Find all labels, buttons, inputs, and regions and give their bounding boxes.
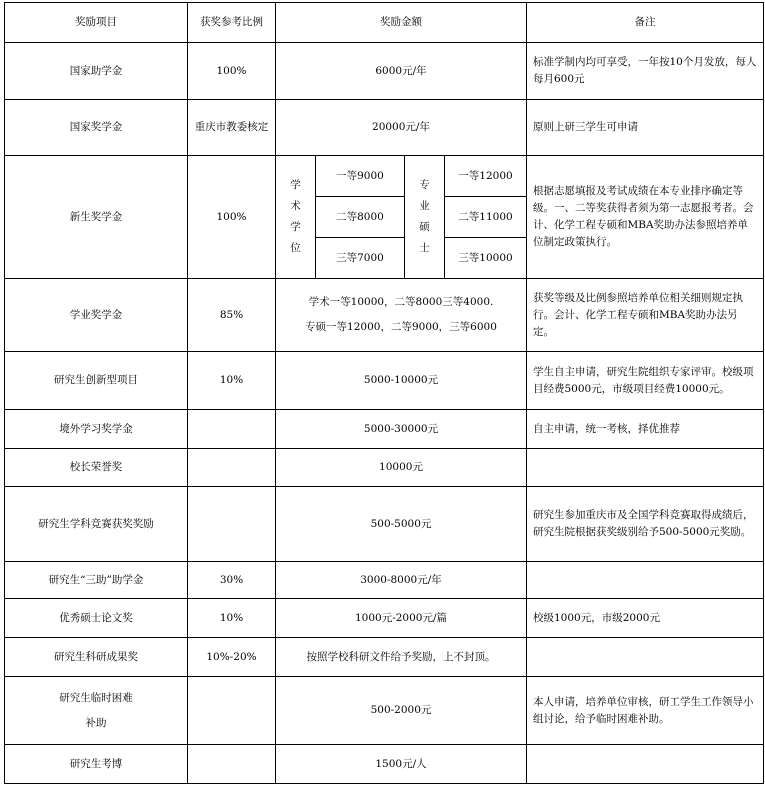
amount-cell: 5000-10000元: [276, 352, 527, 410]
note-cell: 研究生参加重庆市及全国学科竞赛取得成绩后，研究生院根据获奖级别给予500-5000元奖励。: [527, 487, 764, 562]
item-cell: 研究生考博: [5, 745, 188, 784]
note-cell: 原则上研三学生可申请: [527, 100, 764, 156]
professional-master-label: 专 业 硕 士: [405, 156, 445, 279]
amount-cell: 按照学校科研文件给予奖励，上不封顶。: [276, 638, 527, 677]
amount-cell: 10000元: [276, 449, 527, 487]
item-cell: 国家奖学金: [5, 100, 188, 156]
professional-grade-3: 三等10000: [445, 238, 527, 279]
table-row: [5, 745, 764, 784]
ratio-cell: 85%: [188, 279, 276, 352]
amount-cell: 6000元/年: [276, 43, 527, 100]
amount-cell: 500-2000元: [276, 677, 527, 745]
note-cell: [527, 562, 764, 599]
ratio-cell: 100%: [188, 43, 276, 100]
item-cell: 研究生“三助”助学金: [5, 562, 188, 599]
amount-cell: 20000元/年: [276, 100, 527, 156]
amount-line-academic: 学术一等10000，二等8000三等4000.: [308, 296, 494, 308]
ratio-cell: [188, 487, 276, 562]
ratio-cell: 10%: [188, 352, 276, 410]
ratio-cell: 100%: [188, 156, 276, 279]
amount-cell: 5000-30000元: [276, 410, 527, 449]
ratio-cell: [188, 745, 276, 784]
table-row: [5, 43, 764, 100]
note-cell: 自主申请，统一考核，择优推荐: [527, 410, 764, 449]
note-cell: 根据志愿填报及考试成绩在本专业排序确定等级。一、二等奖获得者须为第一志愿报考者。会计、化学工程专硕和MBA奖助办法参照培养单位制定政策执行。: [527, 156, 764, 279]
professional-grade-1: 一等12000: [445, 156, 527, 197]
table-row: [5, 599, 764, 638]
note-cell: 学生自主申请，研究生院组织专家评审。校级项目经费5000元，市级项目经费10000元。: [527, 352, 764, 410]
item-cell: 境外学习奖学金: [5, 410, 188, 449]
item-cell: 研究生科研成果奖: [5, 638, 188, 677]
item-cell: 学业奖学金: [5, 279, 188, 352]
professional-grade-2: 二等11000: [445, 197, 527, 238]
ratio-cell: [188, 449, 276, 487]
ratio-cell: [188, 410, 276, 449]
amount-line-professional: 专硕一等12000，二等9000，三等6000: [305, 321, 497, 333]
note-cell: 本人申请，培养单位审核，研工学生工作领导小组讨论，给予临时困难补助。: [527, 677, 764, 745]
item-cell: 研究生学科竞赛获奖奖励: [5, 487, 188, 562]
note-cell: 获奖等级及比例参照培养单位相关细则规定执行。会计、化学工程专硕和MBA奖助办法另定。: [527, 279, 764, 352]
amount-cell: 500-5000元: [276, 487, 527, 562]
awards-table: [4, 2, 764, 784]
ratio-cell: 重庆市教委核定: [188, 100, 276, 156]
table-row: [5, 487, 764, 562]
table-row: [5, 638, 764, 677]
table-row: [5, 352, 764, 410]
item-cell: 校长荣誉奖: [5, 449, 188, 487]
note-cell: [527, 638, 764, 677]
ratio-cell: [188, 677, 276, 745]
amount-cell: 1000元-2000元/篇: [276, 599, 527, 638]
item-cell: 研究生创新型项目: [5, 352, 188, 410]
ratio-cell: 30%: [188, 562, 276, 599]
note-cell: [527, 449, 764, 487]
table-row: [5, 562, 764, 599]
header-item: 奖励项目: [5, 3, 188, 43]
header-ratio: 获奖参考比例: [188, 3, 276, 43]
header-note: 备注: [527, 3, 764, 43]
table-row: [5, 156, 764, 197]
academic-grade-3: 三等7000: [316, 238, 405, 279]
item-cell: 研究生临时困难 补助: [5, 677, 188, 745]
table-row: [5, 410, 764, 449]
item-cell: 优秀硕士论文奖: [5, 599, 188, 638]
item-cell: 新生奖学金: [5, 156, 188, 279]
amount-cell: 1500元/人: [276, 745, 527, 784]
note-cell: 标准学制内均可享受，一年按10个月发放，每人每月600元: [527, 43, 764, 100]
header-amount: 奖励金额: [276, 3, 527, 43]
amount-cell: [276, 279, 527, 352]
table-row: [5, 279, 764, 352]
item-cell: 国家助学金: [5, 43, 188, 100]
amount-cell: 3000-8000元/年: [276, 562, 527, 599]
academic-grade-2: 二等8000: [316, 197, 405, 238]
table-row: [5, 677, 764, 745]
ratio-cell: 10%: [188, 599, 276, 638]
ratio-cell: 10%-20%: [188, 638, 276, 677]
table-row: [5, 449, 764, 487]
academic-grade-1: 一等9000: [316, 156, 405, 197]
note-cell: 校级1000元，市级2000元: [527, 599, 764, 638]
note-cell: [527, 745, 764, 784]
table-row: [5, 100, 764, 156]
header-row: [5, 3, 764, 43]
academic-degree-label: 学 术 学 位: [276, 156, 316, 279]
